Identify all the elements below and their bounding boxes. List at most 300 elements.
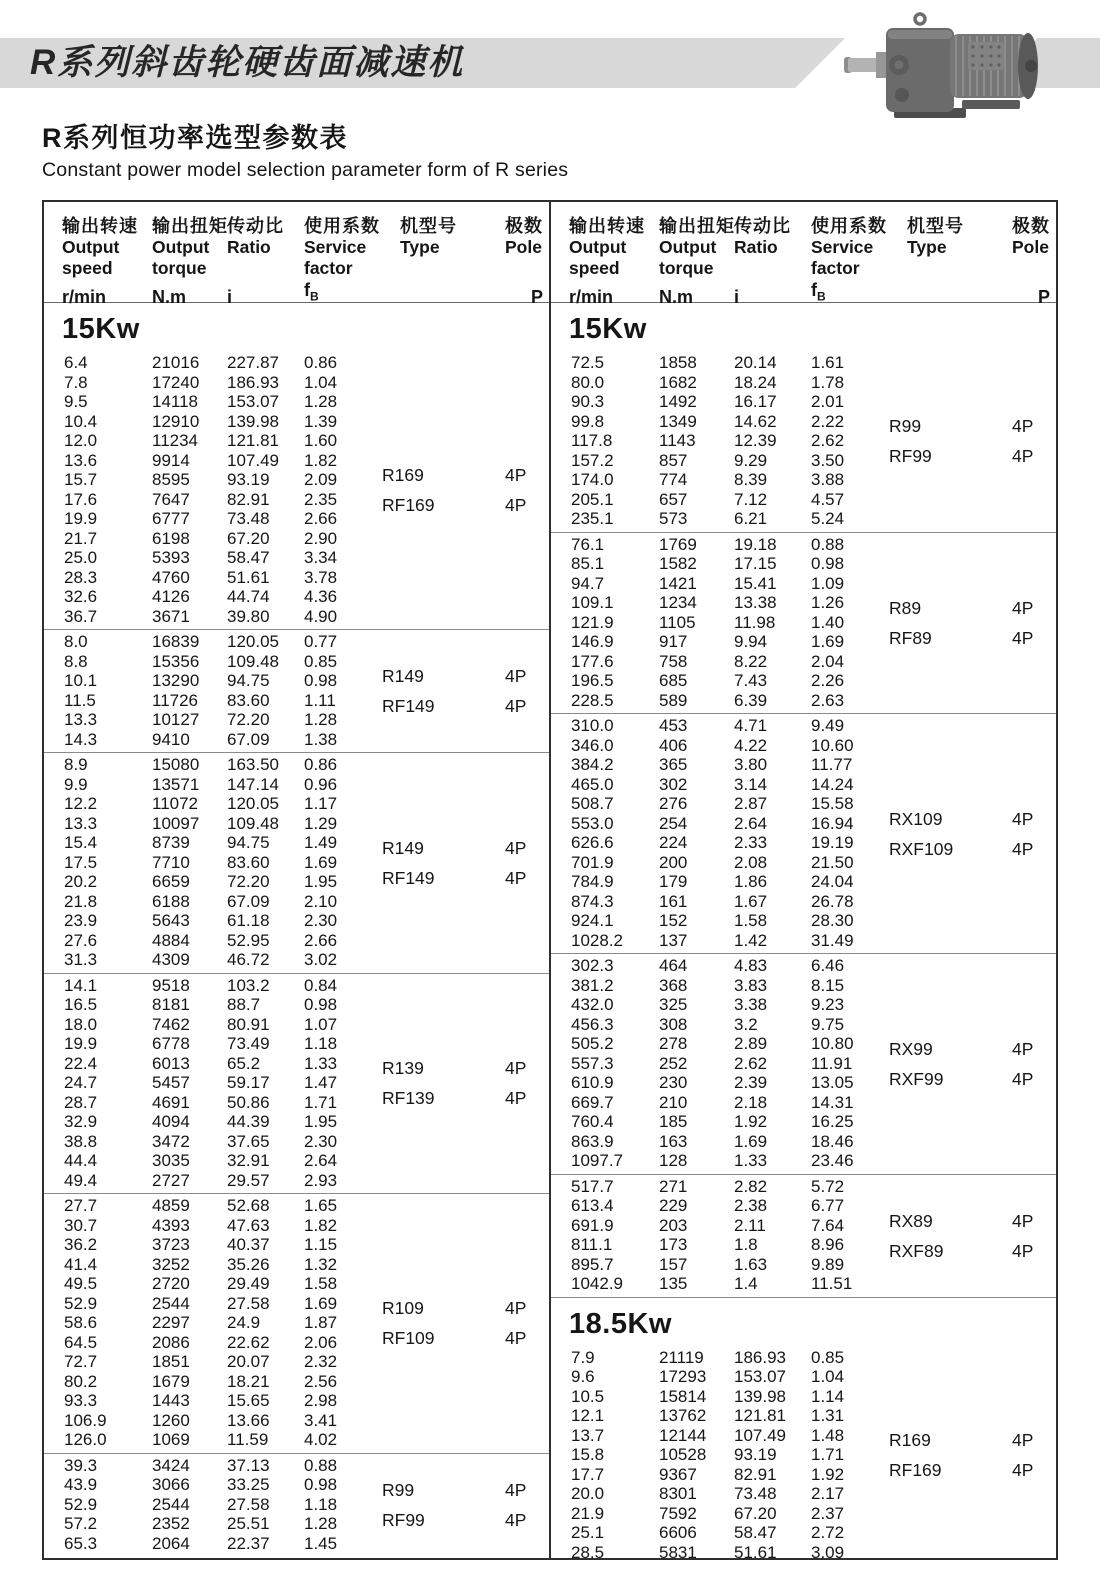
cell: 25.51 (227, 1514, 270, 1533)
cell: 147.14 (227, 774, 279, 794)
pole-line: 4P (505, 837, 527, 858)
cell: 21.7 (64, 528, 98, 548)
cell: 44.74 (227, 587, 270, 606)
cell: 73.49 (227, 1034, 270, 1053)
cell: 1858 (659, 353, 697, 372)
table-row (44, 632, 549, 652)
header-cell (659, 215, 734, 308)
cell: 1.65 (304, 1196, 338, 1215)
cell: 93.19 (227, 470, 270, 489)
cell: 1.69 (304, 1293, 338, 1313)
cell: 6.4 (64, 353, 88, 372)
cell: 94.75 (227, 671, 270, 690)
cell: 1.78 (811, 372, 845, 392)
cell: 12.2 (64, 794, 98, 813)
power-section-title: 15Kw (569, 313, 647, 345)
cell: 93.19 (734, 1445, 777, 1464)
cell: 88.7 (227, 995, 261, 1014)
table-row (44, 775, 549, 795)
table-row (551, 755, 1056, 775)
cell: 1.95 (304, 872, 338, 891)
cell: 2.18 (734, 1092, 768, 1112)
table-row (551, 671, 1056, 691)
cell: 27.7 (64, 1196, 98, 1215)
cell: 107.49 (227, 450, 279, 470)
cell: 13762 (659, 1406, 707, 1425)
type-pole (382, 1293, 549, 1353)
cell: 1097.7 (571, 1151, 623, 1170)
cell: 1421 (659, 573, 697, 593)
cell: 6.77 (811, 1196, 845, 1215)
cell: 43.9 (64, 1475, 98, 1494)
cell: 11.91 (811, 1053, 853, 1073)
cell: 163 (659, 1131, 688, 1151)
table-row (44, 1430, 549, 1450)
page-title: R系列恒功率选型参数表 (42, 123, 348, 153)
table-row (44, 1171, 549, 1191)
cell: 4.71 (734, 716, 768, 735)
cell: 27.58 (227, 1494, 270, 1514)
pole-label (505, 1053, 549, 1113)
cell: 2.62 (734, 1053, 768, 1073)
cell: 2086 (152, 1332, 190, 1352)
cell: 2.90 (304, 528, 338, 548)
pole-label (1012, 411, 1056, 471)
table-row (44, 373, 549, 393)
cell: 72.5 (571, 353, 605, 372)
cell: 0.84 (304, 975, 338, 995)
cell: 2.09 (304, 470, 338, 489)
cell: 235.1 (571, 509, 614, 528)
cell: 22.37 (227, 1533, 270, 1553)
cell: 67.20 (734, 1503, 777, 1523)
table-row (551, 956, 1056, 976)
table-row (44, 1456, 549, 1476)
cell: 44.39 (227, 1112, 270, 1131)
cell: 1143 (659, 431, 696, 450)
cell: 8181 (152, 995, 190, 1014)
header-label-zh: 传动比 (734, 216, 791, 236)
table-row (551, 1274, 1056, 1294)
table-row (44, 730, 549, 750)
cell: 17293 (659, 1367, 707, 1386)
pole-line: 4P (505, 867, 527, 888)
cell: 276 (659, 794, 688, 813)
table-row (44, 353, 549, 373)
cell: 6198 (152, 528, 190, 548)
cell: 6606 (659, 1523, 697, 1542)
header-unit: i (227, 286, 233, 307)
cell: 179 (659, 872, 688, 891)
type-label (889, 411, 1012, 471)
cell: 10528 (659, 1445, 707, 1464)
cell: 31.3 (64, 950, 98, 969)
cell: 9.23 (811, 995, 845, 1014)
cell: 11234 (152, 431, 199, 450)
table-row (551, 911, 1056, 931)
pole-label (1012, 1034, 1056, 1094)
cell: 2.82 (734, 1176, 768, 1196)
cell: 51.61 (734, 1542, 777, 1558)
cell: 3.38 (734, 995, 768, 1014)
cell: 7462 (152, 1014, 190, 1034)
cell: 1.28 (304, 710, 338, 729)
cell: 25.1 (571, 1523, 605, 1542)
header-label-zh: 机型号 (907, 216, 964, 236)
type-label (382, 833, 505, 893)
cell: 2.63 (811, 690, 845, 710)
table-row (551, 470, 1056, 490)
header-unit: r/min (62, 286, 107, 307)
table-row (551, 716, 1056, 736)
type-label (889, 593, 1012, 653)
type-line: RF169 (889, 1460, 942, 1481)
cell: 1.49 (304, 833, 338, 852)
cell: 553.0 (571, 813, 614, 833)
type-line: RXF109 (889, 838, 954, 859)
cell: 27.58 (227, 1293, 270, 1313)
cell: 4.90 (304, 606, 338, 626)
cell: 12910 (152, 411, 200, 431)
type-line: RF149 (382, 867, 435, 888)
table-row (44, 755, 549, 775)
cell: 1679 (152, 1371, 190, 1391)
cell: 0.98 (304, 995, 338, 1014)
cell: 10.1 (64, 671, 98, 690)
cell: 15814 (659, 1386, 707, 1406)
cell: 13.3 (64, 710, 98, 729)
type-pole (382, 1475, 549, 1535)
cell: 3.14 (734, 774, 768, 794)
cell: 40.37 (227, 1235, 270, 1254)
cell: 406 (659, 735, 688, 755)
cell: 230 (659, 1073, 688, 1092)
cell: 381.2 (571, 975, 614, 995)
type-pole (382, 833, 549, 893)
header-label-zh: 机型号 (400, 216, 457, 236)
header-unit: r/min (569, 286, 614, 307)
table-row (551, 1484, 1056, 1504)
cell: 152 (659, 911, 688, 930)
cell: 758 (659, 651, 688, 671)
cell: 24.7 (64, 1073, 98, 1092)
cell: 161 (659, 891, 688, 911)
pole-line: 4P (1012, 627, 1034, 648)
cell: 1.61 (811, 353, 845, 372)
cell: 0.96 (304, 774, 338, 794)
cell: 1682 (659, 372, 697, 392)
cell: 205.1 (571, 489, 614, 509)
cell: 80.2 (64, 1371, 98, 1391)
cell: 13290 (152, 671, 200, 690)
pole-line: 4P (1012, 1240, 1034, 1261)
pole-line: 4P (505, 1479, 527, 1500)
cell: 874.3 (571, 891, 614, 911)
cell: 4126 (152, 587, 190, 606)
pole-label (505, 833, 549, 893)
type-line: RF149 (382, 696, 435, 716)
cell: 107.49 (734, 1425, 786, 1445)
table-row (44, 995, 549, 1015)
header-label-en: Ratio (734, 237, 778, 257)
header-label-zh: 传动比 (227, 216, 284, 236)
cell: 18.24 (734, 372, 777, 392)
type-label (889, 1034, 1012, 1094)
cell: 9518 (152, 975, 190, 995)
cell: 39.3 (64, 1455, 98, 1475)
cell: 1105 (659, 612, 696, 632)
cell: 82.91 (227, 489, 270, 509)
cell: 2.64 (734, 813, 768, 833)
cell: 9.29 (734, 450, 768, 470)
cell: 106.9 (64, 1410, 107, 1430)
cell: 5457 (152, 1073, 190, 1092)
cell: 18.0 (64, 1014, 98, 1034)
cell: 229 (659, 1196, 688, 1215)
cell: 210 (659, 1092, 688, 1112)
table-group (44, 1193, 549, 1453)
cell: 811.1 (571, 1235, 613, 1254)
table-row (44, 1235, 549, 1255)
cell: 23.46 (811, 1151, 854, 1170)
cell: 11.77 (811, 755, 853, 774)
cell: 368 (659, 975, 688, 995)
cell: 13.38 (734, 593, 777, 612)
cell: 9.9 (64, 774, 88, 794)
cell: 1069 (152, 1430, 190, 1449)
cell: 1.60 (304, 431, 338, 450)
pole-line: 4P (505, 465, 527, 485)
cell: 3671 (152, 606, 190, 626)
cell: 10.4 (64, 411, 98, 431)
cell: 11.98 (734, 612, 776, 632)
cell: 21119 (659, 1347, 704, 1367)
cell: 64.5 (64, 1332, 98, 1352)
cell: 139.98 (734, 1386, 786, 1406)
header-spacer (400, 258, 505, 286)
cell: 456.3 (571, 1014, 614, 1034)
cell: 11.51 (811, 1274, 853, 1293)
table-row (44, 1534, 549, 1554)
type-pole (889, 593, 1056, 653)
table-row (551, 1112, 1056, 1132)
table-row (44, 1274, 549, 1294)
cell: 24.04 (811, 872, 854, 891)
cell: 16.94 (811, 813, 854, 833)
cell: 9410 (152, 729, 190, 749)
cell: 1.45 (304, 1533, 338, 1553)
cell: 30.7 (64, 1215, 98, 1235)
cell: 32.9 (64, 1112, 98, 1131)
cell: 0.85 (811, 1347, 845, 1367)
cell: 19.9 (64, 1034, 98, 1053)
cell: 32.91 (227, 1151, 270, 1170)
cell: 186.93 (734, 1347, 786, 1367)
header-label-zh: 输出扭矩 (659, 216, 735, 236)
cell: 2.64 (304, 1151, 338, 1170)
cell: 1.4 (734, 1274, 758, 1293)
cell: 1.17 (304, 794, 338, 813)
cell: 35.26 (227, 1254, 270, 1274)
header-label-en: speed (569, 258, 620, 278)
table-row (44, 587, 549, 607)
cell: 1.69 (811, 632, 845, 651)
cell: 9.5 (64, 392, 88, 411)
cell: 1.47 (304, 1073, 338, 1092)
header-cell (304, 215, 382, 308)
cell: 22.4 (64, 1053, 98, 1073)
cell: 4884 (152, 930, 190, 950)
pole-label (505, 460, 549, 520)
cell: 2297 (152, 1313, 190, 1332)
cell: 1.86 (734, 872, 768, 891)
cell: 109.48 (227, 651, 279, 671)
table-row (551, 1093, 1056, 1113)
header-unit: $f_B$ (811, 280, 826, 304)
table-row (44, 1372, 549, 1392)
pole-line: 4P (1012, 446, 1034, 467)
pole-line: 4P (505, 1088, 527, 1109)
cell: 1.28 (304, 392, 338, 411)
cell: 2.66 (304, 930, 338, 950)
pole-line: 4P (505, 1509, 527, 1530)
cell: 17240 (152, 372, 200, 392)
header-label-en: Output (659, 237, 717, 257)
cell: 505.2 (571, 1034, 614, 1053)
cell: 0.77 (304, 632, 338, 651)
cell: 121.9 (571, 612, 614, 632)
page-title-block (42, 116, 568, 182)
cell: 25.0 (64, 548, 98, 567)
header-label-en: Pole (505, 237, 542, 257)
cell: 2.08 (734, 852, 768, 872)
cell: 2.17 (811, 1484, 845, 1503)
table-row (551, 736, 1056, 756)
cell: 33.25 (227, 1475, 270, 1494)
cell: 5.24 (811, 509, 845, 528)
cell: 185 (659, 1112, 688, 1131)
cell: 252 (659, 1053, 688, 1073)
cell: 0.98 (304, 671, 338, 690)
cell: 7.8 (64, 372, 88, 392)
cell: 4.02 (304, 1430, 338, 1449)
table-row (551, 1406, 1056, 1426)
cell: 137 (659, 930, 688, 950)
type-line: R89 (889, 597, 922, 618)
cell: 4691 (152, 1092, 190, 1112)
cell: 1851 (152, 1352, 190, 1371)
header-label-en: Pole (1012, 237, 1049, 257)
cell: 52.9 (64, 1494, 98, 1514)
type-line: RX109 (889, 808, 943, 829)
cell: 16839 (152, 632, 200, 651)
cell: 1.04 (304, 372, 338, 392)
cell: 80.91 (227, 1014, 270, 1034)
header-cell (889, 215, 1012, 308)
cell: 2720 (152, 1274, 190, 1293)
cell: 3066 (152, 1475, 190, 1494)
cell: 1.33 (304, 1053, 338, 1073)
type-line: RF139 (382, 1088, 435, 1109)
header-spacer (734, 258, 811, 286)
cell: 3.80 (734, 755, 768, 774)
cell: 13.3 (64, 813, 98, 833)
cell: 254 (659, 813, 688, 833)
header-unit: N.m (659, 286, 694, 307)
cell: 1492 (659, 392, 697, 411)
table-row (551, 691, 1056, 711)
cell: 1.92 (734, 1112, 768, 1131)
cell: 57.2 (64, 1514, 98, 1533)
table-left-half (44, 202, 549, 1558)
cell: 16.25 (811, 1112, 854, 1131)
cell: 12.39 (734, 431, 777, 450)
cell: 19.19 (811, 833, 854, 852)
cell: 17.15 (734, 554, 777, 573)
cell: 1.63 (734, 1254, 768, 1274)
table-row (44, 412, 549, 432)
cell: 12.0 (64, 431, 98, 450)
table-row (44, 392, 549, 412)
cell: 2.01 (811, 392, 845, 411)
header-label-en: Output (62, 237, 120, 257)
table-group (551, 713, 1056, 953)
cell: 32.6 (64, 587, 98, 606)
cell: 135 (659, 1274, 688, 1293)
cell: 15.8 (571, 1445, 605, 1464)
cell: 67.09 (227, 729, 270, 749)
type-line: RF99 (382, 1509, 425, 1530)
cell: 177.6 (571, 651, 614, 671)
cell: 9367 (659, 1464, 697, 1484)
cell: 3424 (152, 1455, 190, 1475)
cell: 103.2 (227, 975, 270, 995)
cell: 36.2 (64, 1235, 98, 1254)
cell: 8739 (152, 833, 190, 852)
cell: 2.06 (304, 1332, 338, 1352)
cell: 465.0 (571, 774, 614, 794)
cell: 20.2 (64, 872, 98, 891)
table-row (551, 652, 1056, 672)
table-right-half (549, 202, 1056, 1558)
cell: 1.58 (304, 1274, 338, 1293)
table-row (44, 892, 549, 912)
cell: 10.60 (811, 735, 854, 755)
cell: 271 (659, 1176, 688, 1196)
cell: 1.18 (304, 1494, 338, 1514)
cell: 278 (659, 1034, 688, 1053)
table-row (44, 1391, 549, 1411)
cell: 22.62 (227, 1332, 270, 1352)
cell: 65.2 (227, 1053, 261, 1073)
type-line: RX89 (889, 1210, 933, 1231)
cell: 85.1 (571, 554, 605, 573)
cell: 9.94 (734, 632, 768, 651)
type-pole (889, 1206, 1056, 1266)
table-row (44, 1151, 549, 1171)
header-label-zh: 输出转速 (569, 216, 645, 236)
type-label (382, 1053, 505, 1113)
cell: 1028.2 (571, 930, 623, 950)
cell: 8.8 (64, 651, 88, 671)
cell: 8301 (659, 1484, 697, 1503)
cell: 8.15 (811, 975, 845, 995)
header-label-en: factor (304, 258, 353, 278)
header-unit: P (531, 286, 544, 307)
cell: 2.32 (304, 1352, 338, 1371)
header-cell (811, 215, 889, 308)
table-row (44, 548, 549, 568)
